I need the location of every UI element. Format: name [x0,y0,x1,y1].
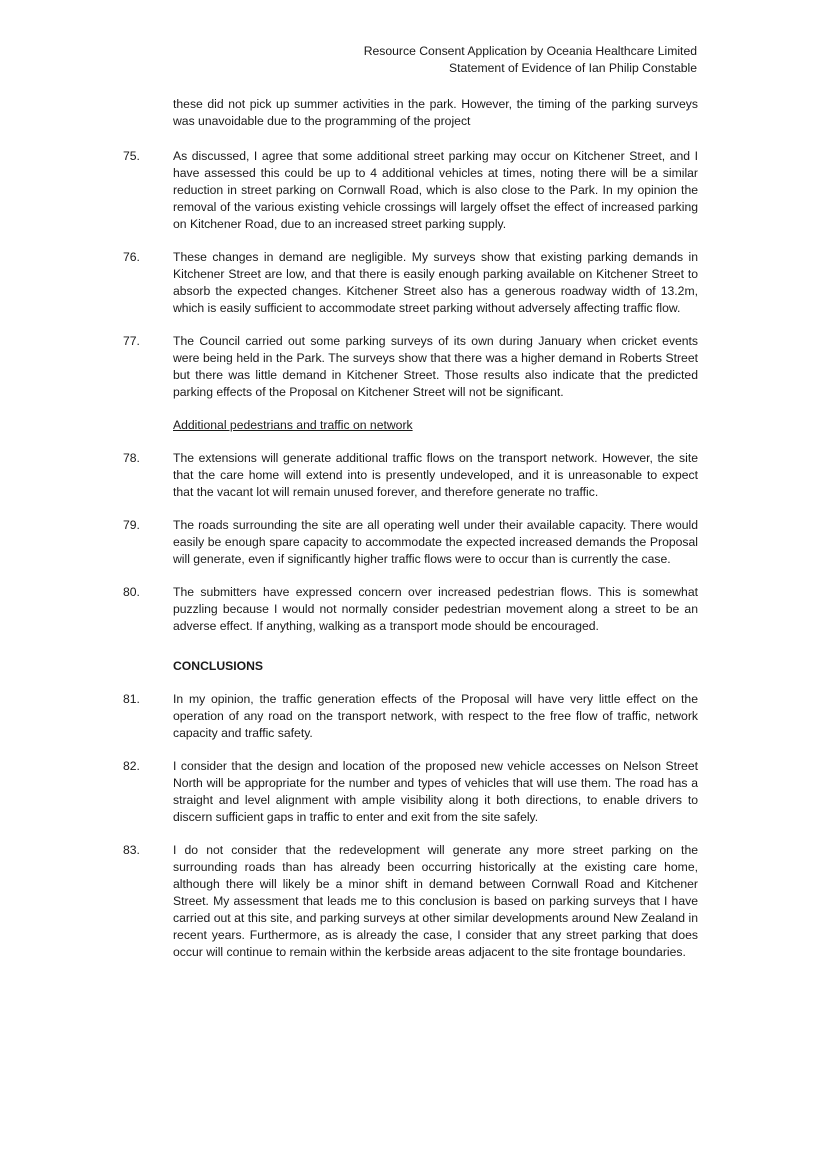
paragraph-79 [123,517,698,568]
paragraph-number: 76. [123,250,140,264]
paragraph-76 [123,249,698,317]
paragraph-number: 81. [123,692,140,706]
paragraph-81 [123,691,698,742]
paragraph-text: These changes in demand are negligible. My surveys show that existing parking demands in Kitchener Street are low, and that there is easily enough parking available on Kitchener Street to absorb the expected changes. Kitchener Street also has a generous roadway width of 13.2m, which is easily sufficient to accommodate street parking without adversely affecting traffic flow. [173,250,698,315]
paragraph-text: The Council carried out some parking surveys of its own during January when cricket events were being held in the Park. The surveys show that there was a higher demand in Roberts Street but there was little demand in Kitchener Street. Those results also indicate that the predicted parking effects of the Proposal on Kitchener Street will not be significant. [173,334,698,399]
section-heading-conclusions: CONCLUSIONS [173,659,264,673]
paragraph-text: I do not consider that the redevelopment will generate any more street parking on the surrounding roads than has already been occurring historically at the existing care home, although there will likely be a minor shift in demand between Cornwall Road and Kitchener Street. My assessment that leads me to this conclusion is based on parking surveys that I have carried out at this site, and parking surveys at other similar developments around New Zealand in recent years. Furthermore, as is already the case, I consider that any street parking that does occur will continue to remain within the kerbside areas adjacent to the site frontage boundaries. [173,843,698,959]
paragraph-83 [123,842,698,961]
continuation-text: these did not pick up summer activities in the park. However, the timing of the parking surveys was unavoidable due to the programming of the project [173,97,698,128]
page-header [364,43,697,77]
header-title: Resource Consent Application by Oceania Healthcare Limited [363,44,697,58]
header-subtitle: Statement of Evidence of Ian Philip Constable [449,61,697,75]
paragraph-80 [123,584,698,635]
paragraph-text: In my opinion, the traffic generation effects of the Proposal will have very little effect on the operation of any road on the transport network, with respect to the free flow of traffic, network capacity and traffic safety. [173,692,698,740]
paragraph-number: 80. [123,585,140,599]
paragraph-text: As discussed, I agree that some additional street parking may occur on Kitchener Street, and I have assessed this could be up to 4 additional vehicles at times, noting there will be a similar reduction in street parking on Cornwall Road, which is also close to the Park. In my opinion the removal of the various existing vehicle crossings will largely offset the effect of increased parking on Kitchener Road, due to an increased street parking supply. [173,149,698,231]
subheading-pedestrians-traffic: Additional pedestrians and traffic on network [173,418,413,432]
paragraph-78 [123,450,698,501]
paragraph-number: 77. [123,334,140,348]
paragraph-text: The extensions will generate additional traffic flows on the transport network. However, the site that the care home will extend into is presently undeveloped, and it is unreasonable to expect that the vacant lot will remain unused forever, and therefore generate no traffic. [173,451,698,499]
paragraph-text: The roads surrounding the site are all operating well under their available capacity. There would easily be enough spare capacity to accommodate the expected increased demands the Proposal will generate, even if significantly higher traffic flows were to occur than is currently the case. [173,518,698,566]
paragraph-number: 79. [123,518,140,532]
paragraph-number: 82. [123,759,140,773]
paragraph-text: I consider that the design and location of the proposed new vehicle accesses on Nelson Street North will be appropriate for the number and types of vehicles that will use them. The road has a straight and level alignment with ample visibility along it both directions, to enable drivers to discern sufficient gaps in traffic to enter and exit from the site safely. [173,759,698,824]
paragraph-82 [123,758,698,826]
paragraph-77 [123,333,698,401]
paragraph-number: 83. [123,843,140,857]
paragraph-number: 78. [123,451,140,465]
paragraph-75 [123,148,698,233]
paragraph-number: 75. [123,149,140,163]
paragraph-text: The submitters have expressed concern over increased pedestrian flows. This is somewhat puzzling because I would not normally consider pedestrian movement along a street to be an adverse effect. If anything, walking as a transport mode should be encouraged. [173,585,698,633]
document-body [123,96,698,977]
